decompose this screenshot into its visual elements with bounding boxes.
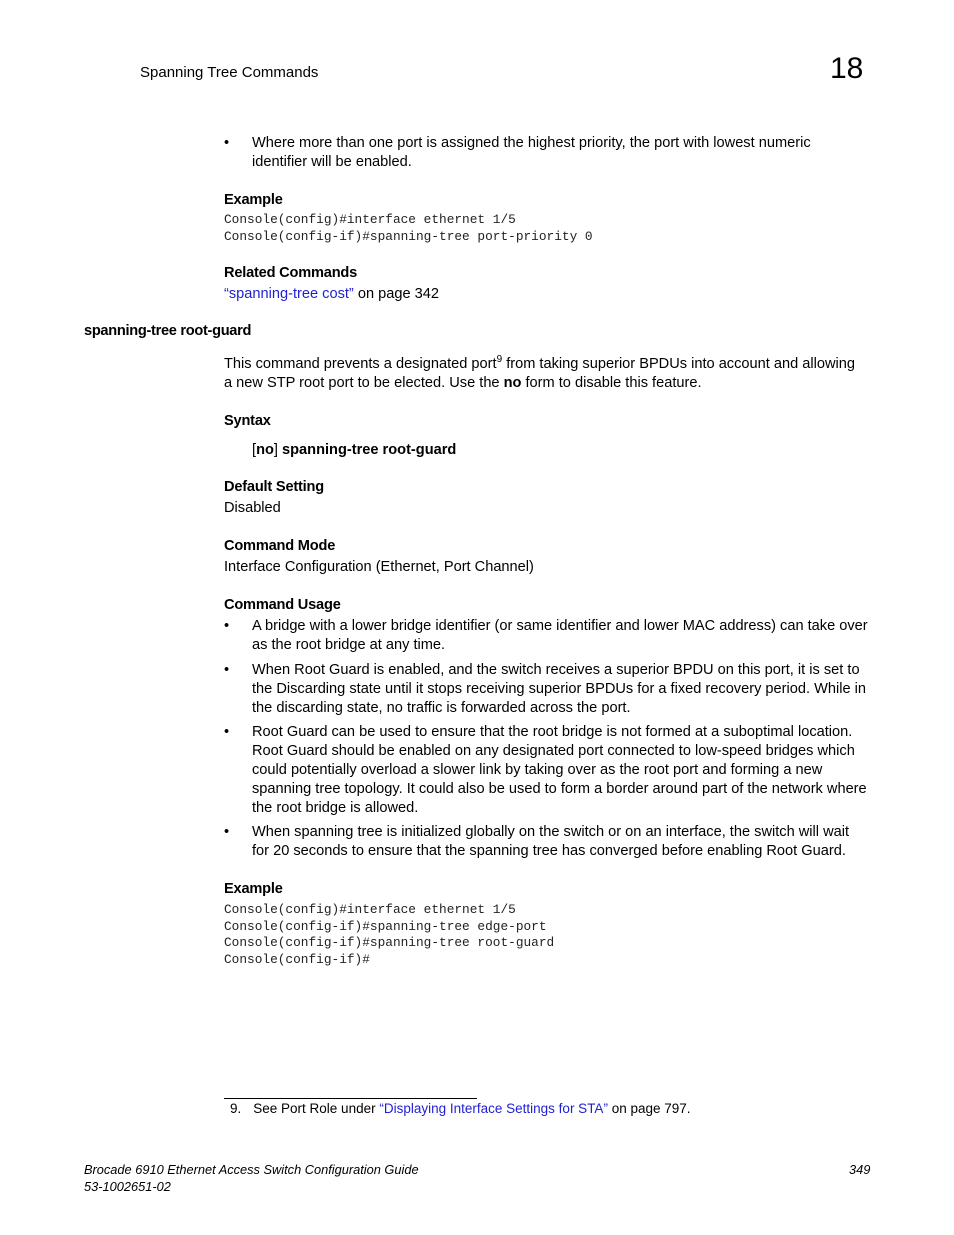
syntax-keyword-no: no [256, 442, 274, 458]
footnote-number: 9. [230, 1101, 242, 1116]
syntax-command: spanning-tree root-guard [282, 442, 457, 458]
code-line: Console(config-if)#spanning-tree port-priority 0 [224, 228, 593, 244]
code-block [224, 902, 554, 968]
footnote-link[interactable]: “Displaying Interface Settings for STA” [379, 1101, 608, 1116]
footer-title: Brocade 6910 Ethernet Access Switch Configuration Guide [84, 1162, 419, 1177]
code-line: Console(config-if)# [224, 951, 370, 967]
bullet-icon: • [224, 724, 230, 740]
running-header-section: Spanning Tree Commands [140, 64, 319, 81]
command-mode-heading: Command Mode [224, 538, 336, 554]
description-text: This command prevents a designated port [224, 356, 497, 372]
keyword-no: no [503, 375, 522, 391]
description-text: form to disable this feature. [521, 375, 702, 391]
bullet-icon: • [224, 618, 230, 634]
footnote-text: See Port Role under [253, 1101, 380, 1116]
footnote-ref[interactable]: 9 [496, 354, 503, 366]
footnote-page: on page 797. [607, 1101, 691, 1116]
syntax-line [252, 441, 456, 460]
syntax-bracket: [ [252, 442, 257, 458]
default-setting-value: Disabled [224, 500, 281, 516]
default-setting-heading: Default Setting [224, 479, 324, 495]
command-title: spanning-tree root-guard [84, 323, 252, 339]
description-text: from taking superior BPDUs into account and allowing [502, 356, 855, 372]
syntax-bracket: ] [273, 442, 283, 458]
bullet-text: A bridge with a lower bridge identifier (or same identifier and lower MAC address) can take over as the root bridge at any time. [252, 618, 868, 653]
bullet-text: Root Guard can be used to ensure that the root bridge is not formed at a suboptimal location. Root Guard should be enabled on any designated port connected to low-speed bridges which could potentially overload a slower link by taking over as the root port and forming a new spanning tree topology. It could also be used to form a border around part of the network where the root bridge is allowed. [252, 724, 867, 816]
bullet-icon: • [224, 824, 230, 840]
example-heading: Example [224, 192, 283, 208]
bullet-text: Where more than one port is assigned the highest priority, the port with lowest numeric identifier will be enabled. [252, 135, 811, 170]
command-usage-heading: Command Usage [224, 597, 341, 613]
code-line: Console(config-if)#spanning-tree edge-port [224, 918, 547, 934]
code-line: Console(config)#interface ethernet 1/5 [224, 902, 516, 917]
footnote-divider [224, 1098, 477, 1099]
description-text: a new STP root port to be elected. Use the [224, 375, 504, 391]
syntax-heading: Syntax [224, 413, 271, 429]
code-line: Console(config-if)#spanning-tree root-guard [224, 935, 555, 950]
code-line: Console(config)#interface ethernet 1/5 [224, 212, 516, 227]
footer-doc-number: 53-1002651-02 [84, 1179, 171, 1194]
related-command-page: on page 342 [353, 286, 440, 302]
footer-page-number: 349 [849, 1162, 871, 1177]
related-command-entry [224, 285, 439, 304]
example-heading: Example [224, 881, 283, 897]
related-commands-heading: Related Commands [224, 265, 358, 281]
code-block [224, 212, 593, 245]
footnote [230, 1100, 691, 1118]
bullet-text: When spanning tree is initialized globally on the switch or on an interface, the switch will wait for 20 seconds to ensure that the spanning tree has converged before enabling Root Guard. [252, 824, 850, 859]
bullet-icon: • [224, 135, 230, 151]
bullet-text: When Root Guard is enabled, and the switch receives a superior BPDU on this port, it is set to the Discarding state until it stops receiving superior BPDUs for a fixed recovery period. While in the discarding state, no traffic is forwarded across the port. [252, 662, 867, 716]
bullet-icon: • [224, 662, 230, 678]
command-description [224, 355, 874, 393]
related-command-link[interactable]: “spanning-tree cost” [224, 286, 354, 302]
command-mode-value: Interface Configuration (Ethernet, Port Channel) [224, 559, 534, 575]
chapter-number: 18 [830, 52, 864, 85]
